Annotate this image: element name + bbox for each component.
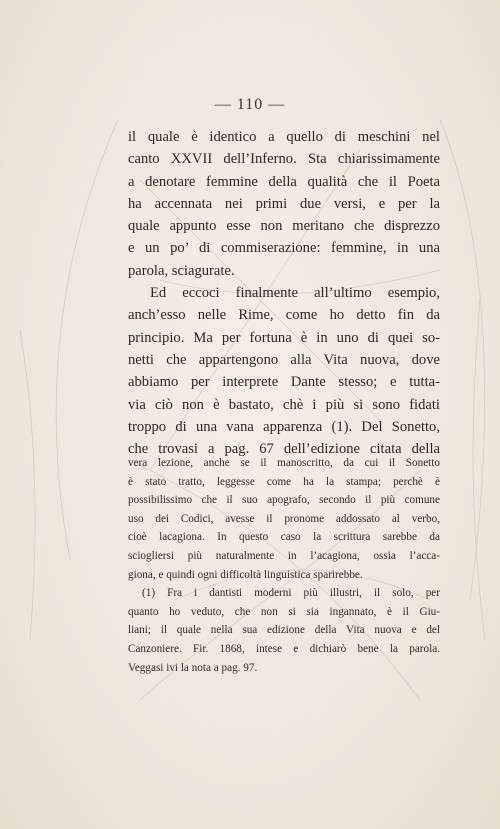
text-line: anch’esso nelle Rime, come ho detto fin da bbox=[128, 307, 440, 324]
footnote-line: liani; il quale nella sua edizione della Vita nuova e del bbox=[128, 624, 440, 637]
text-line: che trovasi a pag. 67 dell’edizione citata della bbox=[128, 441, 440, 458]
footnote-line: vera lezione, anche se il manoscritto, da cui il Sonetto bbox=[128, 457, 440, 469]
text-line: e un po’ di commiserazione: femmine, in una bbox=[128, 240, 440, 257]
footnotes bbox=[128, 454, 440, 677]
footnote-line: uso dei Codici, avesse il pronome addossato al verbo, bbox=[128, 512, 440, 525]
text-line: via ciò non è bastato, chè i più si sono fidati bbox=[128, 396, 440, 413]
text-line: abbiamo per interprete Dante stesso; e tutta- bbox=[128, 374, 440, 391]
footnote-line: giona, e quindi ogni difficoltà linguistica sparirebbe. bbox=[128, 568, 363, 581]
footnote-line: sciogliersi più naturalmente in l’acagiona, ossia l’acca- bbox=[128, 549, 440, 562]
footnote-line: Canzoniere. Fir. 1868, intese e dichiarò bene la parola. bbox=[128, 642, 440, 655]
text-line: netti che appartengono alla Vita nuova, dove bbox=[128, 351, 440, 368]
text-line: troppo di una vana apparenza (1). Del Sonetto, bbox=[128, 418, 440, 435]
footnote-line: Veggasi ivi la nota a pag. 97. bbox=[128, 661, 258, 674]
footnote-line: cioè lacagiona. In questo caso la scrittura sarebbe da bbox=[128, 531, 440, 544]
text-line: il quale è identico a quello di meschini nel bbox=[128, 129, 440, 145]
text-line: parola, sciagurate. bbox=[128, 262, 235, 279]
text-line: a denotare femmine della qualità che il Poeta bbox=[128, 173, 440, 190]
text-line: ha accennata nei primi due versi, e per la bbox=[128, 195, 440, 212]
text-line: quale appunto esse non meritano che disprezzo bbox=[128, 218, 440, 235]
footnote-line: quanto ho veduto, che non si sia ingannato, è il Giu- bbox=[128, 605, 440, 618]
footnote-line: possibilissimo che il suo apografo, secondo il più comune bbox=[128, 494, 440, 507]
footnote-line: è stato tratto, leggesse come ha la stampa; perchè è bbox=[128, 475, 440, 488]
text-line: Ed eccoci finalmente all’ultimo esempio, bbox=[150, 285, 440, 302]
text-line: principio. Ma per fortuna è in uno di quei so- bbox=[128, 329, 440, 346]
page-number: — 110 — bbox=[214, 96, 286, 113]
text-line: canto XXVII dell’Inferno. Sta chiarissimamente bbox=[128, 151, 440, 168]
main-text bbox=[128, 126, 440, 460]
footnote-line: (1) Fra i dantisti moderni più illustri, il solo, per bbox=[142, 587, 440, 600]
